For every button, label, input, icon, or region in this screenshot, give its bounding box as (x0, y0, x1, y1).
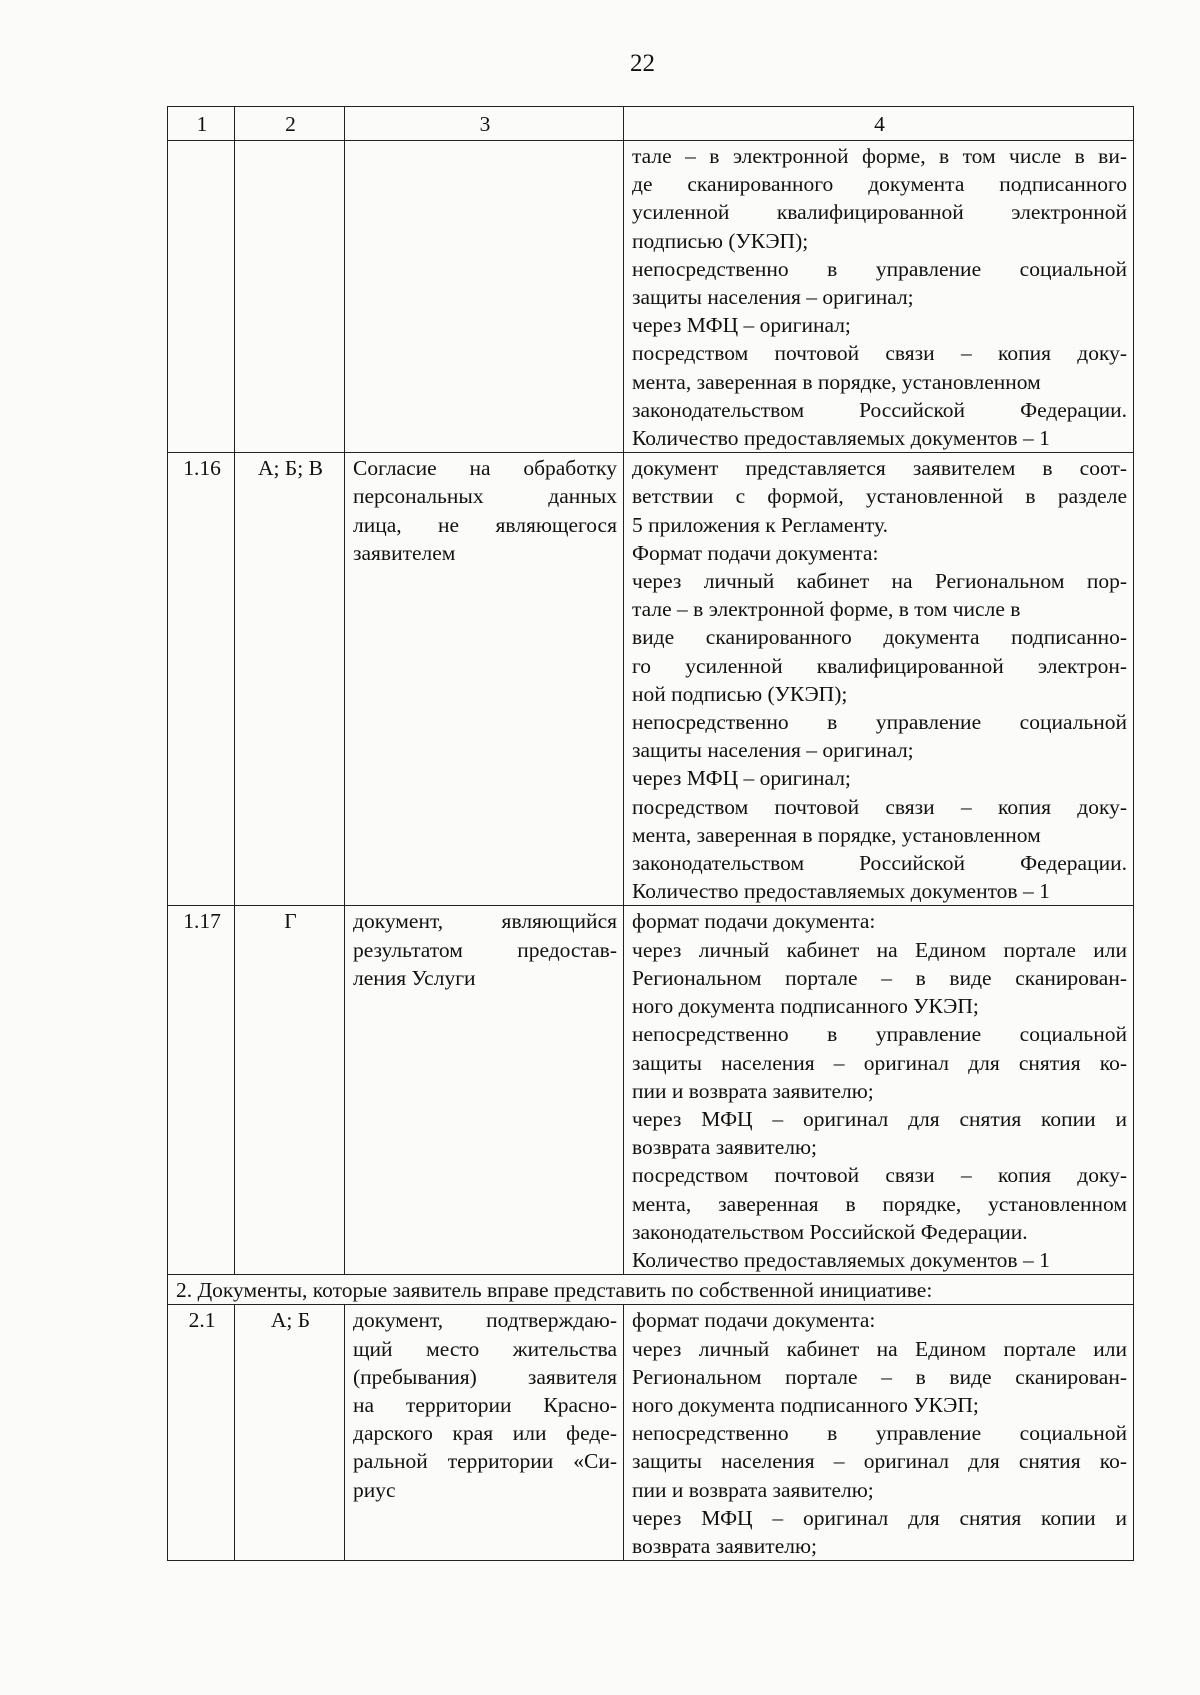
cell-applicant-category: Г (235, 906, 345, 1275)
text-line: документ представляется заявителем в соот- (632, 456, 1127, 481)
text-line: документ, подтверждаю- (353, 1308, 617, 1333)
text-line: через личный кабинет на Едином портале или (632, 1336, 1127, 1361)
text-line: через МФЦ – оригинал для снятия копии и (632, 1106, 1127, 1131)
text-line: пии и возврата заявителю; (632, 1078, 874, 1103)
table-row (168, 453, 1134, 906)
text-line: Согласие на обработку (353, 456, 617, 481)
cell-submission-format (624, 141, 1134, 453)
text-line: персональных данных (353, 484, 617, 509)
header-col-3: 3 (345, 107, 624, 141)
text-line: усиленной квалифицированной электронной (632, 200, 1127, 225)
text-line: ного документа подписанного УКЭП; (632, 1392, 979, 1417)
text-line: непосредственно в управление социальной (632, 1022, 1127, 1047)
text-line: возврата заявителю; (632, 1533, 817, 1558)
table-row (168, 906, 1134, 1275)
text-line: законодательством Российской Федерации. (632, 851, 1127, 876)
cell-document-name (345, 453, 624, 906)
text-line: защиты населения – оригинал для снятия ко- (632, 1050, 1127, 1075)
text-line: дарского края или феде- (353, 1421, 617, 1446)
header-col-1: 1 (168, 107, 235, 141)
text-line: непосредственно в управление социальной (632, 710, 1127, 735)
text-line: щий место жительства (353, 1336, 617, 1361)
text-line: документ, являющийся (353, 909, 617, 934)
text-line: Формат подачи документа: (632, 540, 879, 565)
text-line: мента, заверенная в порядке, установленном (632, 822, 1041, 847)
text-line: заявителем (353, 540, 456, 565)
text-line: защиты населения – оригинал; (632, 738, 914, 763)
text-line: законодательством Российской Федерации. (632, 1219, 1028, 1244)
text-line: ветствии с формой, установленной в разделе (632, 484, 1127, 509)
text-line: мента, заверенная в порядке, установленном (632, 369, 1041, 394)
cell-applicant-category: А; Б; В (235, 453, 345, 906)
table-header-row (168, 107, 1134, 141)
text-line: через МФЦ – оригинал; (632, 766, 851, 791)
page-number: 22 (630, 50, 655, 77)
table-row-continuation (168, 141, 1134, 453)
header-col-4: 4 (624, 107, 1134, 141)
header-col-2: 2 (235, 107, 345, 141)
text-line: пии и возврата заявителю; (632, 1477, 874, 1502)
text-line: формат подачи документа: (632, 909, 876, 934)
text-line: ного документа подписанного УКЭП; (632, 994, 979, 1019)
text-line: посредством почтовой связи – копия доку- (632, 341, 1127, 366)
text-line: Количество предоставляемых документов – 1 (632, 426, 1050, 451)
text-line: го усиленной квалифицированной электрон- (632, 653, 1127, 678)
text-line: 5 приложения к Регламенту. (632, 512, 888, 537)
text-line: непосредственно в управление социальной (632, 1421, 1127, 1446)
text-line: защиты населения – оригинал; (632, 285, 914, 310)
cell-document-name (345, 1305, 624, 1561)
text-line: непосредственно в управление социальной (632, 256, 1127, 281)
text-line: защиты населения – оригинал для снятия ко- (632, 1449, 1127, 1474)
text-line: тале – в электронной форме, в том числе в ви- (632, 144, 1127, 168)
cell-empty (235, 141, 345, 453)
documents-table (167, 106, 1134, 1561)
text-line: риус (353, 1477, 396, 1502)
text-line: ральной территории «Си- (353, 1449, 617, 1474)
text-line: ления Услуги (353, 965, 476, 990)
text-line: результатом предостав- (353, 937, 617, 962)
text-line: тале – в электронной форме, в том числе в (632, 597, 1021, 622)
text-line: на территории Красно- (353, 1392, 617, 1417)
text-line: Региональном портале – в виде сканирован- (632, 1364, 1127, 1389)
cell-applicant-category: А; Б (235, 1305, 345, 1561)
text-line: ной подписью (УКЭП); (632, 681, 848, 706)
section-row (168, 1275, 1134, 1305)
table-row (168, 1305, 1134, 1561)
text-line: посредством почтовой связи – копия доку- (632, 794, 1127, 819)
text-line: через личный кабинет на Едином портале или (632, 937, 1127, 962)
cell-submission-format (624, 453, 1134, 906)
text-line: Количество предоставляемых документов – 1 (632, 1247, 1050, 1272)
cell-row-number: 1.17 (168, 906, 235, 1275)
text-line: Региональном портале – в виде сканирован- (632, 965, 1127, 990)
text-line: через личный кабинет на Региональном пор- (632, 569, 1127, 594)
cell-document-name (345, 906, 624, 1275)
text-line: де сканированного документа подписанного (632, 172, 1127, 197)
text-line: через МФЦ – оригинал; (632, 313, 851, 338)
cell-empty (168, 141, 235, 453)
text-line: посредством почтовой связи – копия доку- (632, 1163, 1127, 1188)
cell-row-number: 1.16 (168, 453, 235, 906)
text-line: лица, не являющегося (353, 512, 617, 537)
text-line: возврата заявителю; (632, 1135, 817, 1160)
section-title: 2. Документы, которые заявитель вправе представить по собственной инициативе: (168, 1275, 1134, 1305)
text-line: формат подачи документа: (632, 1308, 876, 1333)
cell-empty (345, 141, 624, 453)
cell-submission-format (624, 1305, 1134, 1561)
text-line: подписью (УКЭП); (632, 228, 809, 253)
cell-row-number: 2.1 (168, 1305, 235, 1561)
text-line: через МФЦ – оригинал для снятия копии и (632, 1505, 1127, 1530)
text-line: законодательством Российской Федерации. (632, 397, 1127, 422)
text-line: (пребывания) заявителя (353, 1364, 617, 1389)
text-line: виде сканированного документа подписанно- (632, 625, 1127, 650)
text-line: Количество предоставляемых документов – 1 (632, 879, 1050, 904)
text-line: мента, заверенная в порядке, установленном (632, 1191, 1127, 1216)
cell-submission-format (624, 906, 1134, 1275)
